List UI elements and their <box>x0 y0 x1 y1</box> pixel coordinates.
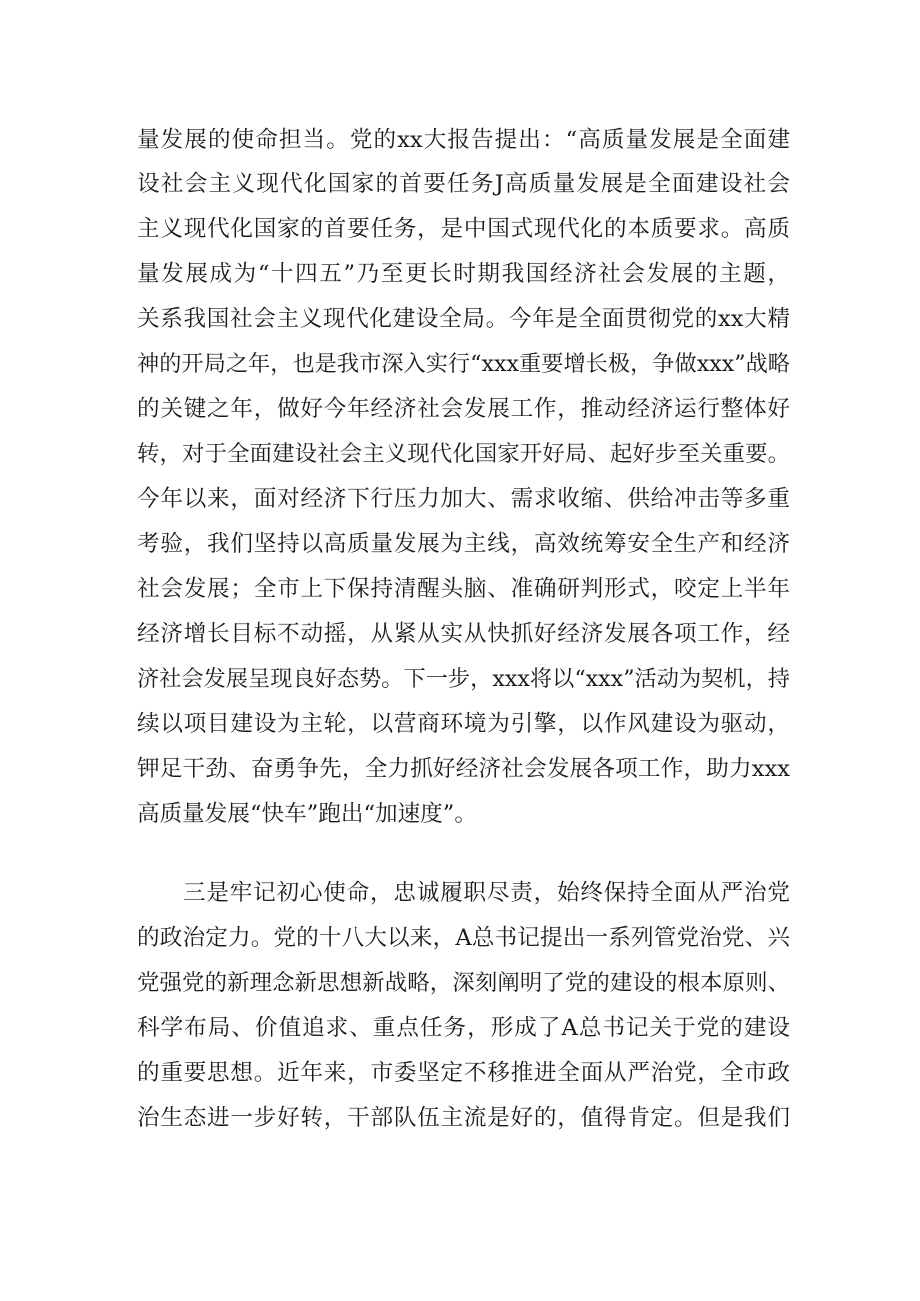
text-line <box>0 796 920 832</box>
text-line <box>0 920 920 956</box>
line-text: 的重要思想。近年来，市委坚定不移推进全面从严治党，全市政 <box>137 1060 790 1086</box>
text-line <box>0 122 920 158</box>
line-text: 经济增长目标不动摇，从紧从实从快抓好经济发展各项工作，经 <box>137 621 790 647</box>
line-text: 科学布局、价值追求、重点任务，形成了A总书记关于党的建设 <box>137 1015 790 1041</box>
line-text: 转，对于全面建设社会主义现代化国家开好局、起好步至关重要。 <box>137 441 790 467</box>
line-text: 设社会主义现代化国家的首要任务J高质量发展是全面建设社会 <box>137 171 790 197</box>
line-text: 三是牢记初心使命，忠诚履职尽责，始终保持全面从严治党 <box>183 880 790 906</box>
text-line <box>0 751 920 787</box>
text-line <box>0 166 920 202</box>
line-text: 社会发展；全市上下保持清醒头脑、准确研判形式，咬定上半年 <box>137 576 790 602</box>
text-line <box>0 875 920 911</box>
text-line <box>0 211 920 247</box>
text-line <box>0 1055 920 1091</box>
line-text: 治生态进一步好转，干部队伍主流是好的，值得肯定。但是我们 <box>137 1105 790 1131</box>
text-line <box>0 571 920 607</box>
line-text: 钾足干劲、奋勇争先，全力抓好经济社会发展各项工作，助力xxx <box>137 756 790 782</box>
text-line <box>0 256 920 292</box>
line-text: 高质量发展“快车”跑出“加速度”。 <box>137 801 477 827</box>
text-line <box>0 1100 920 1136</box>
text-line <box>0 481 920 517</box>
line-text: 关系我国社会主义现代化建设全局。今年是全面贯彻党的xx大精 <box>137 306 790 332</box>
line-text: 量发展的使命担当。党的xx大报告提出：“高质量发展是全面建 <box>137 127 790 153</box>
text-line <box>0 391 920 427</box>
line-text: 济社会发展呈现良好态势。下一步，xxx将以“xxx”活动为契机，持 <box>137 666 790 692</box>
line-text: 主义现代化国家的首要任务，是中国式现代化的本质要求。高质 <box>137 216 790 242</box>
text-line <box>0 661 920 697</box>
line-text: 今年以来，面对经济下行压力加大、需求收缩、供给冲击等多重 <box>137 486 790 512</box>
line-text: 的政治定力。党的十八大以来，A总书记提出一系列管党治党、兴 <box>137 925 790 951</box>
text-line <box>0 965 920 1001</box>
text-line <box>0 526 920 562</box>
line-text: 考验，我们坚持以高质量发展为主线，高效统筹安全生产和经济 <box>137 531 790 557</box>
text-line <box>0 1010 920 1046</box>
line-text: 量发展成为“十四五”乃至更长时期我国经济社会发展的主题， <box>137 261 790 287</box>
text-line <box>0 436 920 472</box>
text-line <box>0 301 920 337</box>
line-text: 神的开局之年，也是我市深入实行“xxx重要增长极，争做xxx”战略 <box>137 351 790 377</box>
line-text: 续以项目建设为主轮，以营商环境为引擎，以作风建设为驱动， <box>137 711 790 737</box>
text-line <box>0 346 920 382</box>
text-line <box>0 616 920 652</box>
line-text: 的关键之年，做好今年经济社会发展工作，推动经济运行整体好 <box>137 396 790 422</box>
line-text: 党强党的新理念新思想新战略，深刻阐明了党的建设的根本原则、 <box>137 970 790 996</box>
text-line <box>0 706 920 742</box>
